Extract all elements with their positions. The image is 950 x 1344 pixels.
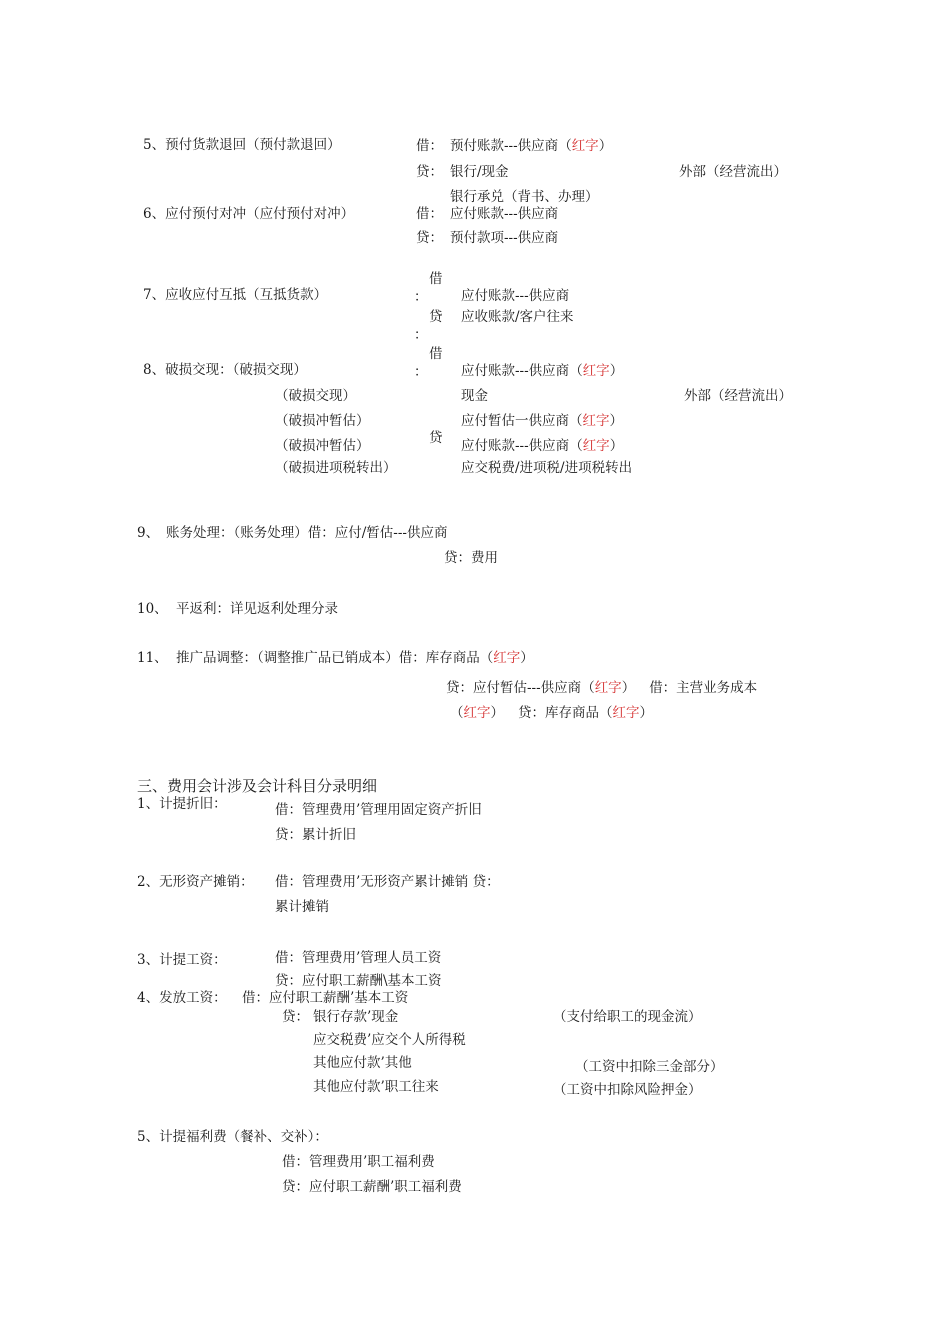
s3-entry-4-credit-1: 银行存款’现金 bbox=[313, 1009, 399, 1025]
s3-entry-2-title: 2、无形资产摊销： bbox=[137, 874, 254, 890]
s3-entry-2-debit: 借：管理费用’无形资产累计摊销 贷： bbox=[275, 874, 500, 890]
s3-entry-5-title: 5、计提福利费（餐补、交补）： bbox=[137, 1129, 328, 1145]
s3-entry-1-credit: 贷：累计折旧 bbox=[275, 827, 356, 843]
entry-8-line-3: 应付暂估一供应商（红字） bbox=[461, 413, 623, 429]
cashflow-note: 外部（经营流出） bbox=[684, 388, 792, 404]
colon-mark: ： bbox=[414, 364, 428, 380]
entry-8-sub-2: （破损冲暂估） bbox=[275, 413, 370, 429]
entry-8-line-1: 应付账款---供应商（红字） bbox=[461, 363, 624, 379]
entry-10-text: 平返利：详见返利处理分录 bbox=[176, 601, 338, 617]
entry-8-line-4: 应付账款---供应商（红字） bbox=[461, 438, 624, 454]
entry-5-credit-account: 银行/现金 bbox=[450, 164, 509, 180]
entry-10-number: 10、 bbox=[137, 601, 168, 617]
entry-8-line-2: 现金 bbox=[461, 388, 488, 404]
debit-label: 借 bbox=[429, 271, 443, 287]
entry-5-debit-account: 预付账款---供应商（红字） bbox=[450, 138, 613, 154]
credit-label: 贷： bbox=[282, 1009, 309, 1025]
s3-entry-4-note-1: （支付给职工的现金流） bbox=[553, 1009, 702, 1025]
entry-7-credit-account: 应收账款/客户往来 bbox=[461, 309, 574, 325]
entry-9-text: 账务处理：（账务处理）借：应付/暂估---供应商 bbox=[166, 525, 448, 541]
entry-11-line-2: 贷：应付暂估---供应商（红字） 借：主营业务成本 bbox=[446, 680, 758, 696]
entry-9-credit: 贷：费用 bbox=[444, 550, 498, 566]
s3-entry-4-title: 4、发放工资： bbox=[137, 990, 227, 1006]
s3-entry-4-note-4: （工资中扣除风险押金） bbox=[553, 1082, 702, 1098]
credit-label: 贷 bbox=[429, 309, 443, 325]
red-ink-marker: 红字 bbox=[582, 413, 610, 429]
debit-label: 借 bbox=[429, 346, 443, 362]
entry-7-title: 7、应收应付互抵（互抵货款） bbox=[143, 287, 328, 303]
red-ink-marker: 红字 bbox=[571, 138, 599, 154]
cashflow-note: 外部（经营流出） bbox=[679, 164, 787, 180]
s3-entry-5-credit: 贷：应付职工薪酬’职工福利费 bbox=[282, 1179, 462, 1195]
s3-entry-1-debit: 借：管理费用’管理用固定资产折旧 bbox=[275, 802, 482, 818]
debit-label: 借： bbox=[416, 206, 443, 222]
entry-8-sub-4: （破损进项税转出） bbox=[275, 460, 397, 476]
red-ink-marker: 红字 bbox=[463, 705, 491, 721]
entry-8-sub-3: （破损冲暂估） bbox=[275, 438, 370, 454]
red-ink-marker: 红字 bbox=[612, 705, 640, 721]
entry-5-credit-account-2: 银行承兑（背书、办理） bbox=[450, 189, 599, 205]
entry-7-debit-account: 应付账款---供应商 bbox=[461, 288, 570, 304]
s3-entry-3-title: 3、计提工资： bbox=[137, 952, 227, 968]
entry-9-number: 9、 bbox=[137, 525, 160, 541]
entry-8-line-5: 应交税费/进项税/进项税转出 bbox=[461, 460, 633, 476]
s3-entry-4-credit-4: 其他应付款’职工往来 bbox=[313, 1079, 439, 1095]
s3-entry-2-credit: 累计摊销 bbox=[275, 899, 329, 915]
entry-8-title: 8、破损交现：（破损交现） bbox=[143, 362, 307, 378]
entry-11-line-3: （红字） 贷：库存商品（红字） bbox=[450, 705, 653, 721]
red-ink-marker: 红字 bbox=[582, 363, 610, 379]
s3-entry-4-credit-3: 其他应付款’其他 bbox=[313, 1055, 412, 1071]
debit-label: 借： bbox=[416, 138, 443, 154]
entry-6-title: 6、应付预付对冲（应付预付对冲） bbox=[143, 206, 355, 222]
red-ink-marker: 红字 bbox=[594, 680, 622, 696]
s3-entry-4-debit: 借：应付职工薪酬’基本工资 bbox=[242, 990, 409, 1006]
red-ink-marker: 红字 bbox=[582, 438, 610, 454]
entry-8-sub-1: （破损交现） bbox=[275, 388, 356, 404]
s3-entry-3-debit: 借：管理费用’管理人员工资 bbox=[275, 950, 442, 966]
entry-5-title: 5、预付货款退回（预付款退回） bbox=[143, 137, 341, 153]
colon-mark: ： bbox=[414, 327, 428, 343]
entry-6-debit-account: 应付账款---供应商 bbox=[450, 206, 559, 222]
entry-11-text: 推广品调整：（调整推广品已销成本）借：库存商品（红字） bbox=[176, 650, 534, 666]
red-ink-marker: 红字 bbox=[493, 650, 521, 666]
entry-6-credit-account: 预付款项---供应商 bbox=[450, 230, 559, 246]
s3-entry-5-debit: 借：管理费用’职工福利费 bbox=[282, 1154, 435, 1170]
s3-entry-1-title: 1、计提折旧： bbox=[137, 796, 227, 812]
credit-label: 贷： bbox=[416, 230, 443, 246]
s3-entry-4-note-3: （工资中扣除三金部分） bbox=[575, 1059, 724, 1075]
s3-entry-3-credit: 贷：应付职工薪酬\基本工资 bbox=[275, 973, 442, 989]
credit-label: 贷： bbox=[416, 164, 443, 180]
credit-label: 贷 bbox=[429, 430, 443, 446]
colon-mark: ： bbox=[414, 289, 428, 305]
section-3-heading: 三、费用会计涉及会计科目分录明细 bbox=[137, 777, 378, 795]
s3-entry-4-credit-2: 应交税费’应交个人所得税 bbox=[313, 1032, 466, 1048]
entry-11-number: 11、 bbox=[137, 650, 168, 666]
